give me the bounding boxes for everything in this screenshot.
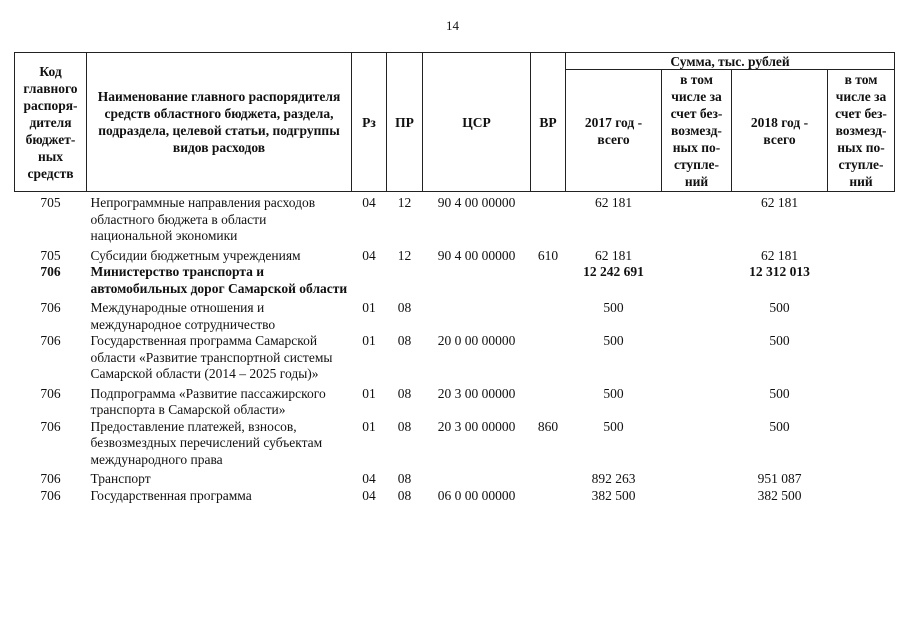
header-code: Код главного распоря-дителя бюджет-ных средств <box>15 53 87 192</box>
cell-csr: 20 0 00 00000 <box>437 333 516 348</box>
cell-2017-total: 500 <box>603 385 624 401</box>
table-row <box>15 248 895 265</box>
cell-vr <box>531 300 566 333</box>
cell-rz: 04 <box>362 487 376 503</box>
cell-pr: 08 <box>397 418 412 434</box>
cell-pr: 12 <box>397 247 412 263</box>
cell-rz: 04 <box>362 471 376 486</box>
cell-vr <box>531 471 566 488</box>
cell-2018-total: 62 181 <box>760 195 799 210</box>
table-row <box>15 192 895 248</box>
cell-pr: 08 <box>397 487 412 503</box>
cell-vr <box>531 333 566 386</box>
cell-2017-grants <box>662 248 732 265</box>
header-csr: ЦСР <box>423 53 531 192</box>
cell-vr: 860 <box>537 418 559 434</box>
cell-pr <box>387 264 423 300</box>
header-rz: Рз <box>352 53 387 192</box>
header-vr: ВР <box>531 53 566 192</box>
cell-2018-total: 62 181 <box>760 247 799 263</box>
cell-name: Субсидии бюджетным учреждениям <box>90 247 301 263</box>
table-row <box>15 419 895 472</box>
cell-rz <box>352 264 387 300</box>
cell-name: Государственная программа <box>90 487 252 503</box>
cell-rz: 01 <box>362 385 376 401</box>
cell-code: 706 <box>40 385 61 401</box>
cell-2018-grants <box>828 488 895 505</box>
table-row <box>15 488 895 505</box>
cell-2017-grants <box>662 386 732 419</box>
cell-code: 705 <box>40 195 61 210</box>
table-body <box>15 192 895 505</box>
table-header <box>15 53 895 192</box>
header-2017-total: 2017 год - всего <box>566 70 662 192</box>
cell-code: 706 <box>40 487 61 503</box>
cell-2017-grants <box>662 192 732 248</box>
cell-name: Международные отношения и международное сотрудничество <box>90 300 276 332</box>
cell-csr <box>423 264 531 300</box>
cell-csr: 20 3 00 00000 <box>437 418 516 434</box>
table-row <box>15 333 895 386</box>
cell-pr: 08 <box>397 471 412 486</box>
header-2018-grants: в том числе за счет без-возмезд-ных по-ступле-ний <box>828 70 895 192</box>
cell-pr: 08 <box>397 333 412 348</box>
table-row <box>15 386 895 419</box>
table-row <box>15 264 895 300</box>
header-name: Наименование главного распорядителя средств областного бюджета, раздела, подраздела, целевой статьи, подгруппы видов расходов <box>87 53 352 192</box>
cell-2018-total: 382 500 <box>757 487 802 503</box>
cell-vr <box>531 192 566 248</box>
cell-csr <box>423 471 531 488</box>
header-2017-grants: в том числе за счет без-возмезд-ных по-ступле-ний <box>662 70 732 192</box>
cell-2017-total: 382 500 <box>591 487 636 503</box>
cell-code: 706 <box>40 333 61 348</box>
cell-pr: 12 <box>397 195 412 210</box>
cell-vr <box>531 386 566 419</box>
cell-code: 706 <box>40 264 61 279</box>
cell-2017-grants <box>662 471 732 488</box>
cell-2018-grants <box>828 471 895 488</box>
cell-2018-grants <box>828 192 895 248</box>
cell-rz: 01 <box>362 418 376 434</box>
cell-code: 706 <box>40 418 61 434</box>
cell-vr <box>531 264 566 300</box>
cell-name: Непрограммные направления расходов областного бюджета в области национальной экономики <box>90 195 316 243</box>
cell-2018-total: 500 <box>769 385 790 401</box>
cell-2017-grants <box>662 488 732 505</box>
cell-2018-grants <box>828 419 895 472</box>
cell-2017-total: 500 <box>603 333 624 348</box>
cell-name: Государственная программа Самарской области «Развитие транспортной системы Самарской области (2014 – 2025 годы)» <box>90 333 333 381</box>
cell-2018-total: 951 087 <box>757 471 802 486</box>
header-2018-total: 2018 год - всего <box>732 70 828 192</box>
table-row <box>15 300 895 333</box>
header-pr: ПР <box>387 53 423 192</box>
table-row <box>15 471 895 488</box>
cell-2018-grants <box>828 300 895 333</box>
cell-2018-total: 12 312 013 <box>749 264 810 279</box>
cell-rz: 01 <box>362 300 376 315</box>
cell-2017-total: 892 263 <box>591 471 636 486</box>
cell-name: Предоставление платежей, взносов, безвозмездных перечислений субъектам международного права <box>90 418 323 467</box>
cell-2017-total: 500 <box>603 300 624 315</box>
header-sum-group: Сумма, тыс. рублей <box>566 53 895 70</box>
cell-2017-grants <box>662 419 732 472</box>
cell-2017-total: 62 181 <box>594 195 633 210</box>
cell-2018-grants <box>828 248 895 265</box>
cell-pr: 08 <box>397 385 412 401</box>
cell-2018-total: 500 <box>769 333 790 348</box>
cell-2018-grants <box>828 386 895 419</box>
cell-2017-total: 12 242 691 <box>583 264 644 279</box>
cell-name: Министерство транспорта и автомобильных дорог Самарской области <box>90 264 348 296</box>
cell-vr: 610 <box>537 247 559 263</box>
cell-2018-total: 500 <box>769 418 790 434</box>
cell-rz: 01 <box>362 333 376 348</box>
cell-rz: 04 <box>362 195 376 210</box>
cell-csr: 90 4 00 00000 <box>437 195 516 210</box>
cell-2017-grants <box>662 264 732 300</box>
cell-code: 706 <box>40 471 61 486</box>
cell-name: Подпрограмма «Развитие пассажирского транспорта в Самарской области» <box>90 385 326 417</box>
cell-2017-grants <box>662 333 732 386</box>
cell-vr <box>531 488 566 505</box>
cell-name: Транспорт <box>90 471 151 486</box>
cell-csr <box>423 300 531 333</box>
cell-2018-grants <box>828 333 895 386</box>
cell-csr: 06 0 00 00000 <box>437 487 516 503</box>
cell-code: 705 <box>40 247 61 263</box>
cell-csr: 90 4 00 00000 <box>437 247 516 263</box>
budget-table <box>14 52 895 504</box>
cell-rz: 04 <box>362 247 376 263</box>
cell-2018-grants <box>828 264 895 300</box>
cell-2017-total: 62 181 <box>594 247 633 263</box>
cell-code: 706 <box>40 300 61 315</box>
cell-2017-grants <box>662 300 732 333</box>
cell-csr: 20 3 00 00000 <box>437 385 516 401</box>
cell-2017-total: 500 <box>603 418 624 434</box>
page-number: 14 <box>446 18 459 33</box>
cell-2018-total: 500 <box>769 300 790 315</box>
cell-pr: 08 <box>397 300 412 315</box>
